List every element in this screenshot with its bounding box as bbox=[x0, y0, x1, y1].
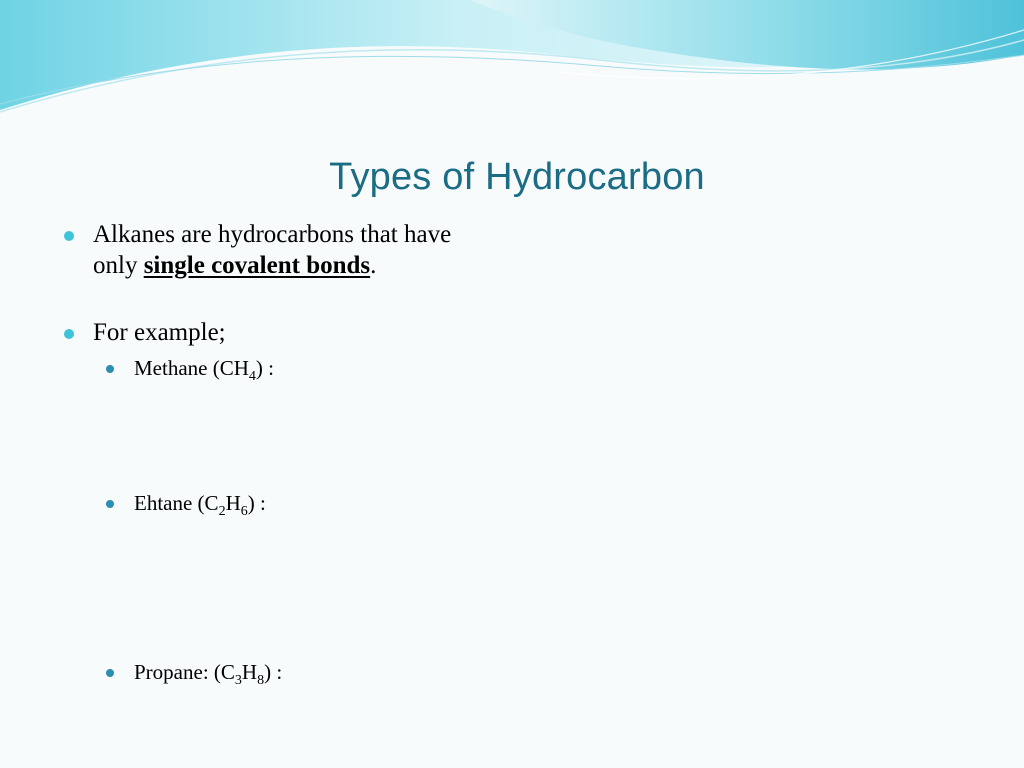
sub-bullet-dot-icon bbox=[106, 365, 114, 373]
alkanes-text: Alkanes are hydrocarbons that have only single covalent bonds. bbox=[93, 221, 452, 279]
emphasis-text: single covalent bonds bbox=[143, 252, 371, 279]
bullet-dot-icon bbox=[64, 231, 74, 241]
sub-bullet-dot-icon bbox=[106, 669, 114, 677]
sub-bullet-dot-icon bbox=[106, 500, 114, 508]
bullet-dot-icon bbox=[64, 329, 74, 339]
header-wave-decoration bbox=[0, 0, 1024, 130]
slide-title: Types of Hydrocarbon bbox=[329, 156, 705, 198]
